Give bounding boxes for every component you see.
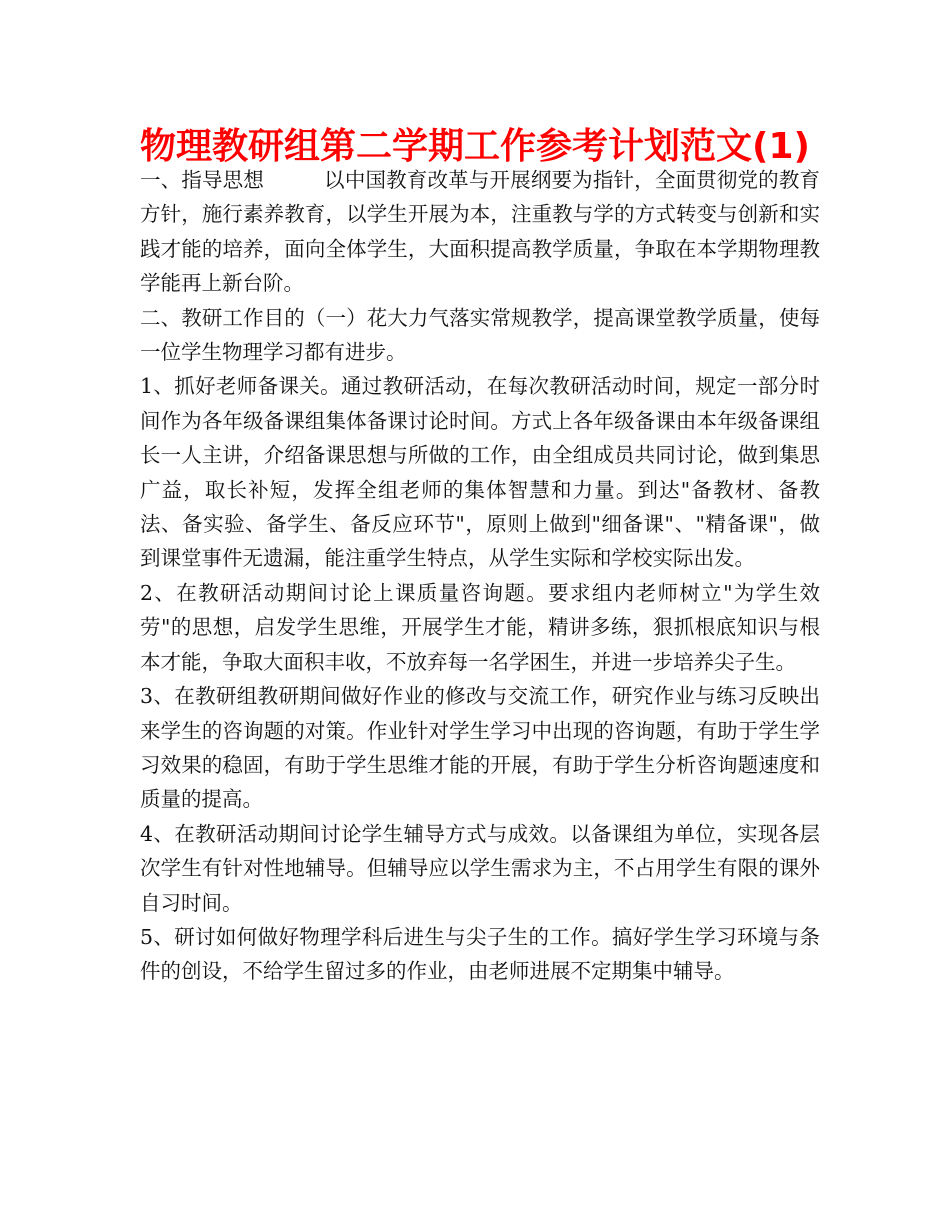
paragraph-item-3: 3、在教研组教研期间做好作业的修改与交流工作，研究作业与练习反映出来学生的咨询题的对策。作业针对学生学习中出现的咨询题，有助于学生学习效果的稳固，有助于学生思维才能的开展，有助于学生分析咨询题速度和质量的提高。 — [140, 684, 820, 812]
document-title: 物理教研组第二学期工作参考计划范文(1) — [140, 126, 810, 167]
section-guiding-thought — [140, 163, 820, 301]
paragraph-item-5: 5、研讨如何做好物理学科后进生与尖子生的工作。搞好学生学习环境与条件的创设，不给学生留过多的作业，由老师进展不定期集中辅导。 — [140, 924, 820, 984]
document-body — [140, 163, 820, 989]
paragraph-item-4: 4、在教研活动期间讨论学生辅导方式与成效。以备课组为单位，实现各层次学生有针对性地辅导。但辅导应以学生需求为主，不占用学生有限的课外自习时间。 — [140, 821, 820, 915]
section-text: 以中国教育改革与开展纲要为指针，全面贯彻党的教育方针，施行素养教育，以学生开展为本，注重教与学的方式转变与创新和实践才能的培养，面向全体学生，大面积提高教学质量，争取在本学期物理教学能再上新台阶。 — [140, 168, 820, 296]
paragraph-item-2: 2、在教研活动期间讨论上课质量咨询题。要求组内老师树立"为学生效劳"的思想，启发学生思维，开展学生才能，精讲多练，狠抓根底知识与根本才能，争取大面积丰收，不放弃每一名学困生，并进一步培养尖子生。 — [140, 580, 820, 674]
paragraph-goals: 二、教研工作目的（一）花大力气落实常规教学，提高课堂教学质量，使每一位学生物理学习都有进步。 — [140, 305, 820, 365]
section-heading: 一、指导思想 — [140, 168, 264, 192]
paragraph-item-1: 1、抓好老师备课关。通过教研活动，在每次教研活动时间，规定一部分时间作为各年级备课组集体备课讨论时间。方式上各年级备课由本年级备课组长一人主讲，介绍备课思想与所做的工作，由全组成员共同讨论，做到集思广益，取长补短，发挥全组老师的集体智慧和力量。到达"备教材、备教法、备实验、备学生、备反应环节"，原则上做到"细备课"、"精备课"，做到课堂事件无遗漏，能注重学生特点，从学生实际和学校实际出发。 — [140, 374, 820, 571]
